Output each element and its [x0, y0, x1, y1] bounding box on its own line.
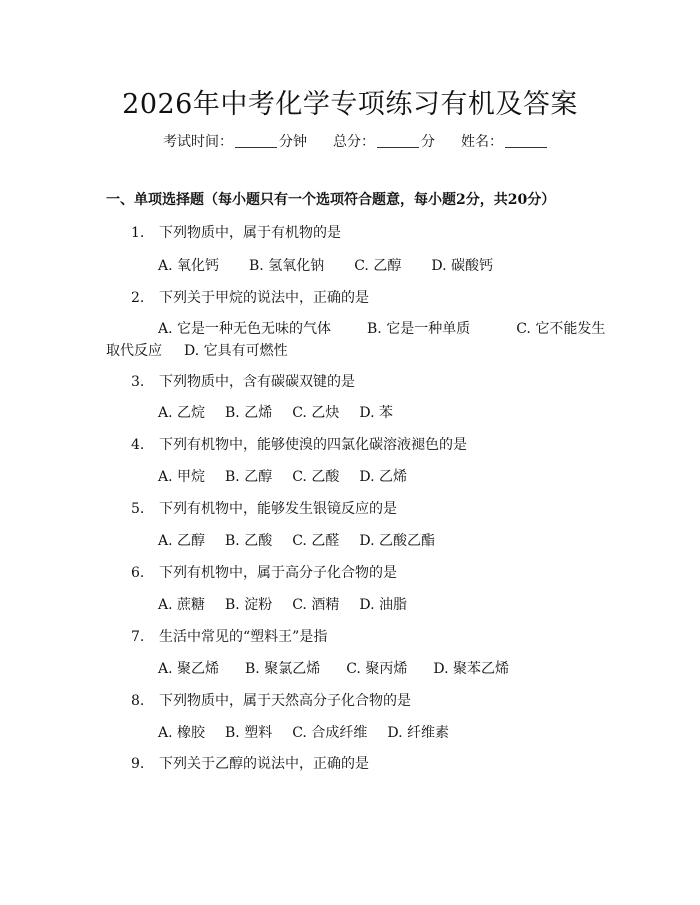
option-d: D. 碳酸钙 — [431, 258, 493, 274]
question-text: 下列物质中，属于有机物的是 — [159, 225, 341, 241]
total-score-blank — [377, 147, 419, 148]
question-7 — [131, 626, 327, 646]
question-4 — [131, 434, 467, 454]
option-d: D. 苯 — [359, 405, 393, 421]
question-8 — [131, 690, 411, 710]
option-a: A. 聚乙烯 — [158, 661, 220, 677]
option-a: A. 蔗糖 — [158, 597, 206, 613]
option-b: B. 淀粉 — [225, 597, 273, 613]
option-b: B. 乙醇 — [225, 469, 273, 485]
section-heading: 一、单项选择题（每小题只有一个选项符合题意，每小题2分，共20分） — [106, 192, 556, 208]
question-3-options — [158, 402, 393, 422]
question-2-options — [158, 318, 605, 338]
option-b: B. 它是一种单质 — [367, 321, 471, 337]
question-number: 1. — [131, 225, 145, 241]
option-a: A. 乙烷 — [158, 405, 206, 421]
question-4-options — [158, 466, 407, 486]
name-label: 姓名： — [461, 134, 503, 150]
option-c: C. 聚丙烯 — [346, 661, 408, 677]
question-text: 下列有机物中，能够使溴的四氯化碳溶液褪色的是 — [159, 437, 467, 453]
option-c: C. 乙炔 — [292, 405, 340, 421]
question-5-options — [158, 530, 435, 550]
question-number: 9. — [131, 756, 145, 772]
question-text: 下列有机物中，能够发生银镜反应的是 — [159, 501, 397, 517]
total-score-label: 总分： — [333, 134, 375, 150]
option-d: D. 它具有可燃性 — [184, 343, 288, 359]
question-text: 下列物质中，含有碳碳双键的是 — [159, 374, 355, 390]
question-2 — [131, 287, 369, 307]
option-c: C. 合成纤维 — [292, 725, 368, 741]
question-8-options — [158, 722, 449, 742]
option-c: C. 酒精 — [292, 597, 340, 613]
question-number: 7. — [131, 629, 145, 645]
option-a: A. 甲烷 — [158, 469, 206, 485]
question-number: 5. — [131, 501, 145, 517]
question-text: 下列关于乙醇的说法中，正确的是 — [159, 756, 369, 772]
option-b: B. 氢氧化钠 — [249, 258, 325, 274]
option-d: D. 乙酸乙酯 — [359, 533, 435, 549]
document-title: 2026年中考化学专项练习有机及答案 — [122, 89, 578, 120]
question-number: 3. — [131, 374, 145, 390]
question-text: 下列有机物中，属于高分子化合物的是 — [159, 565, 397, 581]
option-a: A. 乙醇 — [158, 533, 206, 549]
option-b: B. 聚氯乙烯 — [245, 661, 321, 677]
exam-time-unit: 分钟 — [279, 134, 307, 150]
total-score-unit: 分 — [421, 134, 435, 150]
option-d: D. 乙烯 — [359, 469, 407, 485]
option-a: A. 它是一种无色无味的气体 — [158, 321, 332, 337]
option-c: C. 乙醛 — [292, 533, 340, 549]
option-a: A. 橡胶 — [158, 725, 206, 741]
question-text: 下列关于甲烷的说法中，正确的是 — [159, 290, 369, 306]
question-5 — [131, 498, 397, 518]
option-b: B. 塑料 — [225, 725, 273, 741]
name-blank — [505, 147, 547, 148]
question-number: 6. — [131, 565, 145, 581]
option-c: C. 乙酸 — [292, 469, 340, 485]
option-c: C. 它不能发生 — [516, 321, 606, 337]
exam-time-label: 考试时间： — [163, 134, 233, 150]
question-2-options-continued — [106, 340, 288, 360]
option-d: D. 聚苯乙烯 — [433, 661, 509, 677]
option-c-continued: 取代反应 — [106, 343, 162, 359]
question-9 — [131, 753, 369, 773]
option-d: D. 油脂 — [359, 597, 407, 613]
exam-time-blank — [235, 147, 277, 148]
question-6-options — [158, 594, 407, 614]
question-text: 下列物质中，属于天然高分子化合物的是 — [159, 693, 411, 709]
question-1 — [131, 222, 341, 242]
option-d: D. 纤维素 — [387, 725, 449, 741]
exam-info-line — [163, 131, 549, 151]
option-b: B. 乙酸 — [225, 533, 273, 549]
option-b: B. 乙烯 — [225, 405, 273, 421]
question-1-options — [158, 255, 493, 275]
question-number: 8. — [131, 693, 145, 709]
question-6 — [131, 562, 397, 582]
question-3 — [131, 371, 355, 391]
option-c: C. 乙醇 — [354, 258, 402, 274]
option-a: A. 氧化钙 — [158, 258, 220, 274]
question-number: 4. — [131, 437, 145, 453]
question-7-options — [158, 658, 509, 678]
question-number: 2. — [131, 290, 145, 306]
question-text: 生活中常见的“塑料王”是指 — [159, 629, 328, 645]
